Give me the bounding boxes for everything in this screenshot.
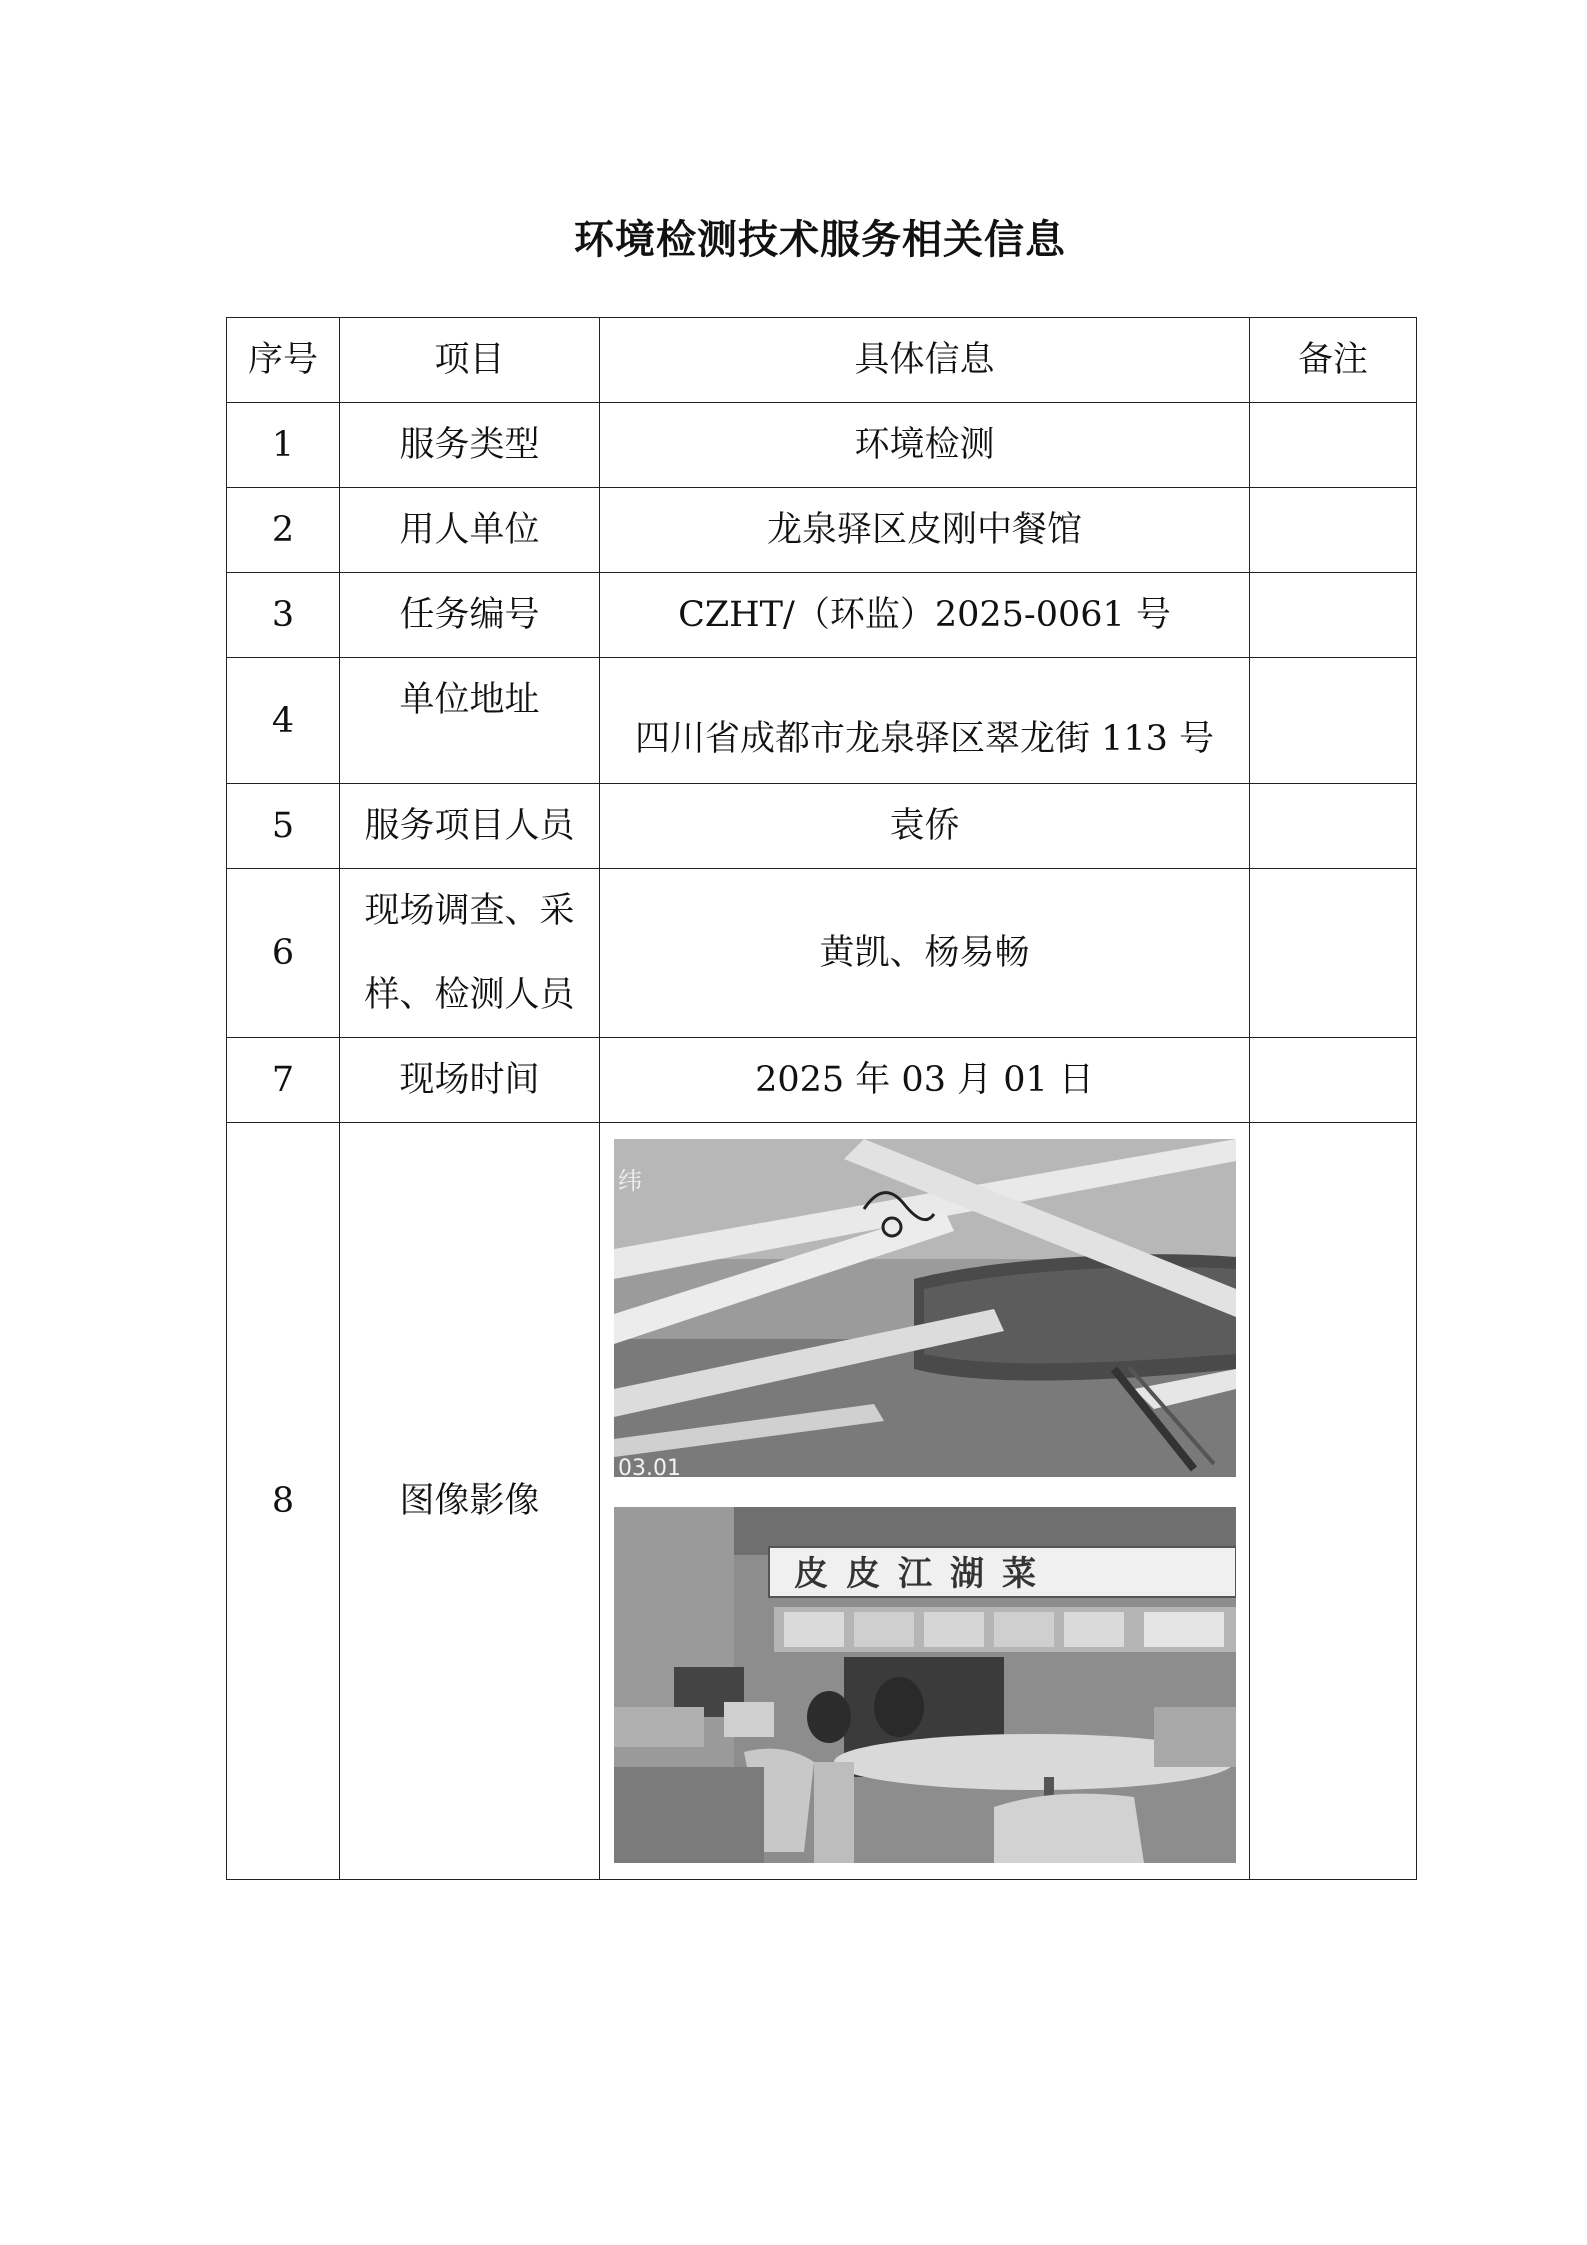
header-item: 项目 <box>340 318 600 403</box>
storefront-illustration <box>614 1507 1236 1863</box>
table-row <box>227 784 1417 869</box>
row-item: 服务项目人员 <box>340 784 600 869</box>
row-remark <box>1250 573 1417 658</box>
row-remark <box>1250 869 1417 1038</box>
table-row <box>227 573 1417 658</box>
row-no: 2 <box>227 488 340 573</box>
info-table <box>226 317 1417 1880</box>
row-remark <box>1250 658 1417 784</box>
row-remark <box>1250 488 1417 573</box>
row-detail: 2025 年 03 月 01 日 <box>600 1038 1250 1123</box>
table-row <box>227 1123 1417 1880</box>
table-row <box>227 658 1417 784</box>
row-no: 1 <box>227 403 340 488</box>
row-item: 图像影像 <box>340 1123 600 1880</box>
row-no: 3 <box>227 573 340 658</box>
ceiling-duct-photo <box>614 1139 1236 1477</box>
row-no: 4 <box>227 658 340 784</box>
row-remark <box>1250 1123 1417 1880</box>
row-detail: 袁侨 <box>600 784 1250 869</box>
storefront-photo <box>614 1507 1236 1863</box>
table-header-row <box>227 318 1417 403</box>
row-no: 5 <box>227 784 340 869</box>
row-no: 8 <box>227 1123 340 1880</box>
table-row <box>227 869 1417 1038</box>
store-sign-text: 皮皮江湖菜 <box>794 1554 1054 1594</box>
table-row <box>227 488 1417 573</box>
row-item: 任务编号 <box>340 573 600 658</box>
row-remark <box>1250 784 1417 869</box>
row-detail: 环境检测 <box>600 403 1250 488</box>
row-item: 服务类型 <box>340 403 600 488</box>
row-detail-photos <box>600 1123 1250 1880</box>
table-row <box>227 403 1417 488</box>
table-row <box>227 1038 1417 1123</box>
row-detail: 四川省成都市龙泉驿区翠龙街 113 号 <box>600 658 1250 784</box>
row-item: 现场时间 <box>340 1038 600 1123</box>
photo-stamp-text-2: 03.01 <box>618 1456 681 1477</box>
header-no: 序号 <box>227 318 340 403</box>
header-remark: 备注 <box>1250 318 1417 403</box>
row-item: 单位地址 <box>340 658 600 784</box>
row-item: 现场调查、采样、检测人员 <box>340 869 600 1038</box>
row-remark <box>1250 403 1417 488</box>
row-detail: CZHT/（环监）2025-0061 号 <box>600 573 1250 658</box>
ceiling-duct-illustration <box>614 1139 1236 1477</box>
row-remark <box>1250 1038 1417 1123</box>
row-detail: 黄凯、杨易畅 <box>600 869 1250 1038</box>
photo-stamp-text-1: 纬 <box>618 1167 642 1195</box>
document-title: 环境检测技术服务相关信息 <box>574 216 1066 263</box>
row-no: 7 <box>227 1038 340 1123</box>
header-detail: 具体信息 <box>600 318 1250 403</box>
row-item: 用人单位 <box>340 488 600 573</box>
row-detail: 龙泉驿区皮刚中餐馆 <box>600 488 1250 573</box>
row-no: 6 <box>227 869 340 1038</box>
